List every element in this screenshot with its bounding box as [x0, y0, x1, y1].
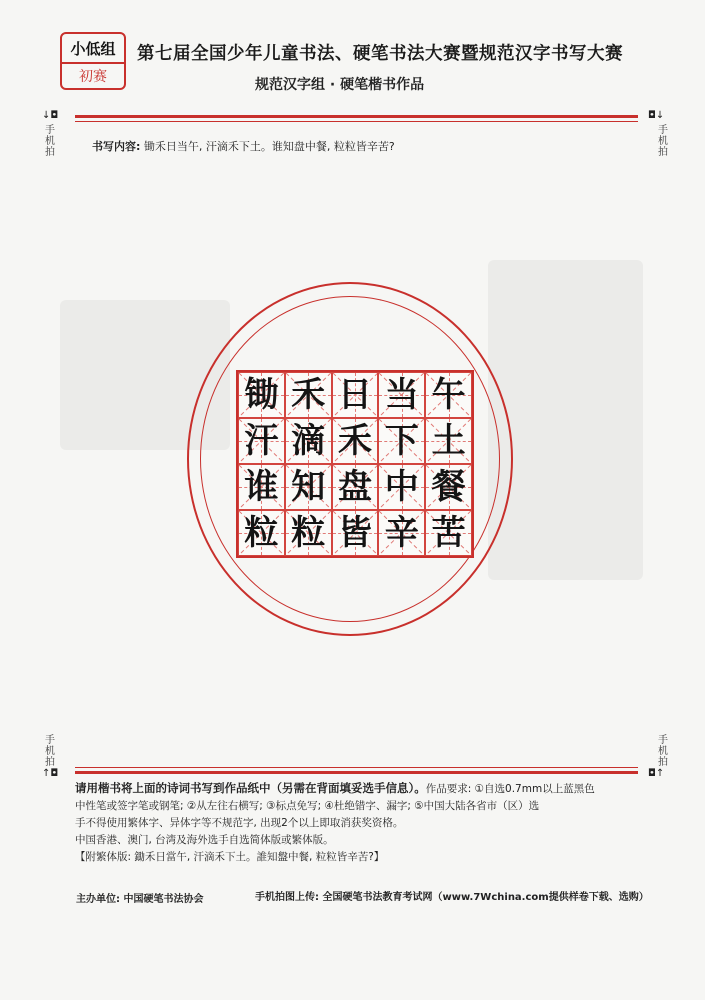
requirements-line: 中性笔或签字笔或钢笔; ②从左往右横写; ③标点免写; ④杜绝错字、漏字; ⑤中国大陆各省市（区）选: [75, 800, 540, 812]
handwritten-character: 谁: [244, 467, 279, 507]
writing-content: [92, 138, 395, 154]
handwritten-character: 土: [431, 421, 466, 461]
handwritten-character: 餐: [431, 467, 466, 507]
handwritten-character: 粒: [291, 513, 326, 553]
grid-cell: [332, 418, 379, 464]
requirements-block: [75, 780, 645, 866]
handwritten-character: 粒: [244, 513, 279, 553]
top-rule-thin: [75, 121, 638, 122]
badge-round-label: 初赛: [79, 69, 107, 85]
phone-shoot-label: 手机拍: [658, 735, 668, 768]
bottom-rule-thin: [75, 767, 638, 768]
grid-cell: [425, 464, 472, 510]
page-subtitle: 规范汉字组 · 硬笔楷书作品: [255, 77, 425, 93]
handwritten-character: 汗: [244, 421, 279, 461]
grid-cell: [425, 510, 472, 556]
camera-icon: ◘↑: [648, 768, 665, 779]
organizer: 主办单位: 中国硬笔书法协会: [76, 894, 204, 905]
grid-cell: [378, 372, 425, 418]
page-title: 第七届全国少年儿童书法、硬笔书法大赛暨规范汉字书写大赛: [137, 44, 623, 64]
requirements-lead: 请用楷书将上面的诗词书写到作品纸中（另需在背面填妥选手信息）。: [75, 781, 426, 795]
handwritten-character: 滴: [291, 421, 326, 461]
handwritten-character: 中: [384, 467, 419, 507]
traditional-version-note: 【附繁体版: 鋤禾日當午, 汗滴禾下土。誰知盤中餐, 粒粒皆辛苦?】: [75, 851, 385, 863]
grid-cell: [238, 510, 285, 556]
upload-info: 手机拍图上传: 全国硬笔书法教育考试网（www.7Wchina.com提供样卷下载、选购）: [255, 892, 649, 903]
top-rule-thick: [75, 115, 638, 118]
grid-cell: [332, 464, 379, 510]
grid-cell: [285, 510, 332, 556]
handwritten-character: 知: [291, 467, 326, 507]
bottom-rule-thick: [75, 771, 638, 774]
requirements-line: 手不得使用繁体字、异体字等不规范字, 出现2个以上即取消获奖资格。: [75, 817, 404, 829]
handwritten-character: 午: [431, 375, 466, 415]
camera-icon: ◘↓: [648, 110, 665, 121]
grid-cell: [378, 418, 425, 464]
requirements-line: [75, 780, 645, 798]
phone-shoot-label: 手机拍: [45, 125, 55, 158]
grid-cell: [332, 372, 379, 418]
badge-group-label: 小低组: [62, 34, 124, 64]
grid-cell: [285, 464, 332, 510]
requirements-line: 中国香港、澳门, 台湾及海外选手自选简体版或繁体版。: [75, 834, 334, 846]
camera-icon: ↑◘: [42, 768, 59, 779]
grid-cell: [285, 418, 332, 464]
show-through-mark: [488, 260, 643, 580]
phone-shoot-label: 手机拍: [45, 735, 55, 768]
handwritten-character: 皆: [337, 513, 372, 553]
grid-cell: [332, 510, 379, 556]
grid-cell: [425, 372, 472, 418]
handwritten-character: 下: [384, 421, 419, 461]
handwritten-character: 禾: [291, 375, 326, 415]
group-badge: [60, 32, 126, 90]
writing-grid: [236, 370, 474, 558]
phone-shoot-label: 手机拍: [658, 125, 668, 158]
grid-cell: [425, 418, 472, 464]
handwritten-character: 禾: [337, 421, 372, 461]
requirements-first: 作品要求: ①自选0.7mm以上蓝黑色: [425, 783, 595, 795]
writing-content-text: 锄禾日当午, 汗滴禾下土。谁知盘中餐, 粒粒皆辛苦?: [143, 140, 395, 153]
grid-cell: [238, 418, 285, 464]
handwritten-character: 辛: [384, 513, 419, 553]
camera-icon: ↓◘: [42, 110, 59, 121]
handwritten-character: 日: [337, 375, 372, 415]
handwritten-character: 当: [384, 375, 419, 415]
handwritten-character: 苦: [431, 513, 466, 553]
handwritten-character: 盘: [337, 467, 372, 507]
grid-cell: [238, 464, 285, 510]
grid-cell: [378, 510, 425, 556]
grid-cell: [378, 464, 425, 510]
handwritten-character: 锄: [244, 375, 279, 415]
grid-cell: [285, 372, 332, 418]
writing-content-label: 书写内容:: [92, 140, 141, 153]
grid-cell: [238, 372, 285, 418]
